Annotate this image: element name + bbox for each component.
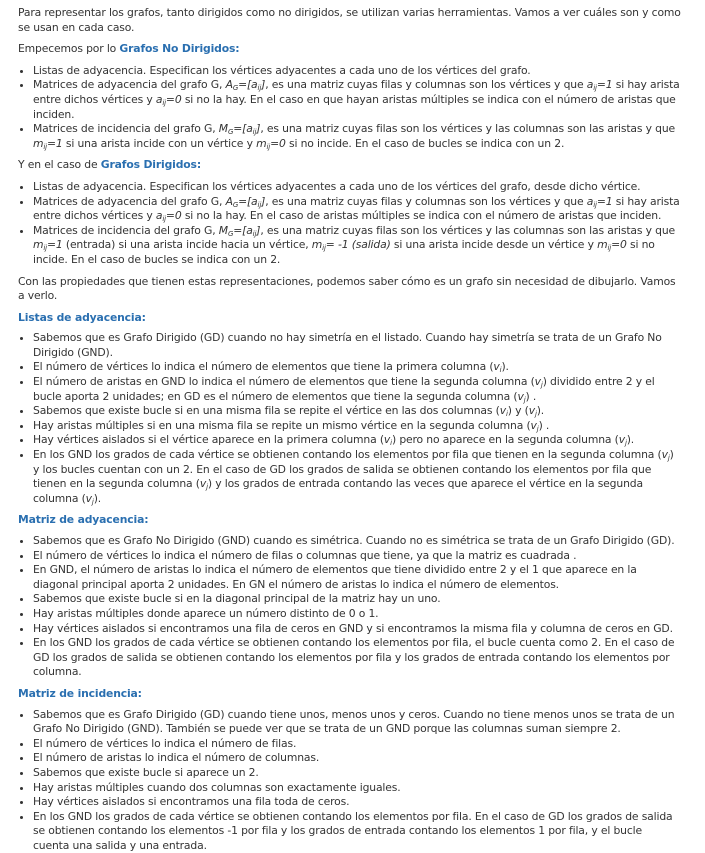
list-item: • Hay vértices aislados si encontramos una fila toda de ceros. — [33, 795, 681, 810]
list-item: • Sabemos que existe bucle si aparece un 2. — [33, 766, 681, 781]
list-item: • Hay aristas múltiples cuando dos columnas son exactamente iguales. — [33, 781, 681, 796]
props-paragraph: Con las propiedades que tienen estas representaciones, podemos saber cómo es un grafo sin necesidad de dibujarlo. Vamos a verlo. — [18, 274, 676, 303]
math-mg: $M_G=[a_{ij}]$ — [218, 223, 261, 238]
nd-list — [18, 64, 681, 152]
list-item: • Hay aristas múltiples si en una misma fila se repite un mismo vértice en la segunda columna $(v_j)$ . — [33, 419, 681, 434]
list-item: • En los GND los grados de cada vértice se obtienen contando los elementos por fila, el bucle cuenta como 2. En el caso de GD los grados de salida se obtienen contando los elementos por fila y los grados de entrada contando los elementos por columna. — [33, 636, 681, 680]
list-item: • Matrices de adyacencia del grafo G, $A_G=[a_{ij}]$, es una matriz cuyas filas y columnas son los vértices y que $a_{ij}=1$ si hay arista entre dichos vértices y $a_{ij}=0$ si no la hay. En el caso de aristas múltiples se indica con el número de aristas que inciden. — [33, 195, 681, 224]
list-item: • Sabemos que es Grafo Dirigido (GD) cuando no hay simetría en el listado. Cuando hay simetría se trata de un Grafo No Dirigido (GND). — [33, 331, 681, 360]
d-list — [18, 180, 681, 268]
section-title-listas: Listas de adyacencia: — [18, 310, 146, 324]
math-aij-1: $a_{ij}=1$ — [586, 78, 613, 93]
nd-highlight: Grafos No Dirigidos: — [119, 42, 240, 56]
list-item: • En los GND los grados de cada vértice se obtienen contando los elementos por fila. En el caso de GD los grados de salida se obtienen contando los elementos -1 por fila y los grados de entrada contando los elementos 1 por fila, y el bucle cuenta una salida y una entrada. — [33, 810, 681, 853]
list-item: • Listas de adyacencia. Especifican los vértices adyacentes a cada uno de los vértices del grafo. — [33, 64, 681, 79]
math-aij-0: $a_{ij}=0$ — [155, 209, 182, 224]
d-highlight: Grafos Dirigidos: — [100, 158, 201, 172]
list-item: • En los GND los grados de cada vértice se obtienen contando los elementos por fila que tienen en la segunda columna $(v_j)$ y los bucles cuentan con un 2. En el caso de GD los grados de salida se obtienen contando los elementos por fila que tienen en la segunda columna $(v_j)$ y los grados de entrada contando las veces que aparece el vértice en la segunda columna $(v_j)$. — [33, 448, 681, 506]
list-item: • Sabemos que es Grafo Dirigido (GD) cuando tiene unos, menos unos y ceros. Cuando no tiene menos unos se trata de un Grafo No Dirigido (GND). También se puede ver que se trata de un GND porque las columnas suman siempre 2. — [33, 708, 681, 737]
section-title-matriz-adyacencia: Matriz de adyacencia: — [18, 513, 149, 527]
math-mij-0: $m_{ij}=0$ — [256, 136, 286, 151]
math-ag: $A_G=[a_{ij}]$ — [225, 78, 266, 93]
matriz-adyacencia-list — [18, 534, 681, 680]
math-ag: $A_G=[a_{ij}]$ — [225, 194, 266, 209]
d-intro: Y en el caso de Grafos Dirigidos: — [18, 158, 201, 172]
math-aij-1: $a_{ij}=1$ — [586, 194, 613, 209]
section-title-matriz-incidencia: Matriz de incidencia: — [18, 686, 142, 700]
math-mij-1: $m_{ij}=1$ — [33, 238, 63, 253]
nd-intro: Empecemos por lo Grafos No Dirigidos: — [18, 42, 240, 56]
list-item: • Sabemos que es Grafo No Dirigido (GND) cuando es simétrica. Cuando no es simétrica se trata de un Grafo Dirigido (GD). — [33, 534, 681, 549]
math-aij-0: $a_{ij}=0$ — [155, 92, 182, 107]
list-item: • Matrices de incidencia del grafo G, $M_G=[a_{ij}]$, es una matriz cuyas filas son los vértices y las columnas son las aristas y que $m_{ij}=1$ si una arista incide con un vértice y $m_{ij}=0$ si no incide. En el caso de bucles se indica con un 2. — [33, 122, 681, 151]
list-item: • Listas de adyacencia. Especifican los vértices adyacentes a cada uno de los vértices del grafo, desde dicho vértice. — [33, 180, 681, 195]
list-item: • El número de vértices lo indica el número de filas o columnas que tiene, ya que la matriz es cuadrada . — [33, 549, 681, 564]
math-mij-0: $m_{ij}=0$ — [597, 238, 627, 253]
list-item: • Sabemos que existe bucle si en una misma fila se repite el vértice en las dos columnas $(v_i)$ y $(v_j)$. — [33, 404, 681, 419]
list-item: • Hay vértices aislados si el vértice aparece en la primera columna $(v_i)$ pero no aparece en la segunda columna $(v_j)$. — [33, 433, 681, 448]
list-item: • Hay vértices aislados si encontramos una fila de ceros en GND y si encontramos la misma fila y columna de ceros en GD. — [33, 622, 681, 637]
list-item: • Hay aristas múltiples donde aparece un número distinto de 0 o 1. — [33, 607, 681, 622]
math-mij-1: $m_{ij}=1$ — [33, 136, 63, 151]
list-item: • Matrices de adyacencia del grafo G, $A_G=[a_{ij}]$, es una matriz cuyas filas y columnas son los vértices y que $a_{ij}=1$ si hay arista entre dichos vértices y $a_{ij}=0$ si no la hay. En el caso en que hayan aristas múltiples se indica con el número de aristas que inciden. — [33, 78, 681, 122]
math-mij-salida: $m_{ij}= -1$ (salida) — [311, 238, 391, 253]
list-item: • El número de aristas lo indica el número de columnas. — [33, 751, 681, 766]
math-mg: $M_G=[a_{ij}]$ — [218, 122, 261, 137]
list-item: • El número de vértices lo indica el número de filas. — [33, 737, 681, 752]
list-item: • El número de vértices lo indica el número de elementos que tiene la primera columna $(v_i)$. — [33, 360, 681, 375]
list-item: • En GND, el número de aristas lo indica el número de elementos que tiene dividido entre 2 y el 1 que aparece en la diagonal principal aporta 2 unidades. En GN el número de aristas lo indica el número de elementos. — [33, 563, 681, 592]
list-item: • El número de aristas en GND lo indica el número de elementos que tiene la segunda columna $(v_j)$ dividido entre 2 y el bucle aporta 2 unidades; en GD es el número de elementos que tiene la segunda columna $(v_j)$ . — [33, 375, 681, 404]
list-item: • Matrices de incidencia del grafo G, $M_G=[a_{ij}]$, es una matriz cuyas filas son los vértices y las columnas son las aristas y que $m_{ij}=1$ (entrada) si una arista incide hacia un vértice, $m_{ij}= -1$ (salida) si una arista incide desde un vértice y $m_{ij}=0$ si no incide. En el caso de bucles se indica con un 2. — [33, 224, 681, 268]
listas-list — [18, 331, 681, 506]
intro-paragraph: Para representar los grafos, tanto dirigidos como no dirigidos, se utilizan varias herramientas. Vamos a ver cuáles son y como se usan en cada caso. — [18, 6, 681, 34]
list-item: • Sabemos que existe bucle si en la diagonal principal de la matriz hay un uno. — [33, 592, 681, 607]
matriz-incidencia-list — [18, 708, 681, 853]
